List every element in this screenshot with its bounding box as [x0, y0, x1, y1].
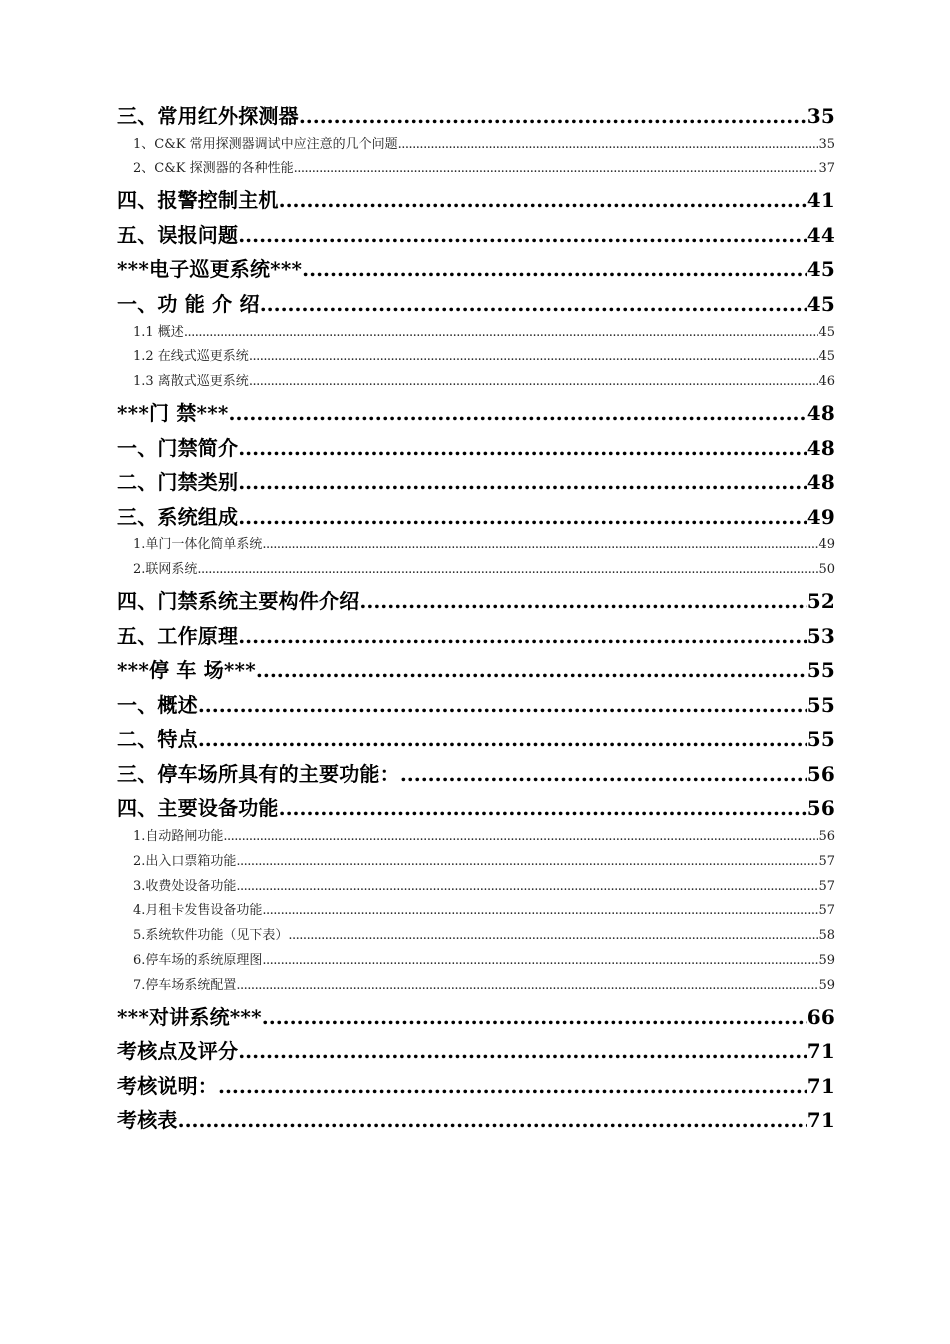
toc-entry-label: 4.月租卡发售设备功能: [133, 903, 263, 919]
toc-entry[interactable]: [117, 618, 835, 653]
toc-entry-label: 三、常用红外探测器: [117, 104, 299, 128]
toc-entry[interactable]: [117, 370, 835, 395]
toc-page-number: 49: [818, 537, 835, 553]
toc-entry-label: ***对讲系统***: [117, 1004, 262, 1029]
toc-page-number: 49: [806, 504, 835, 529]
dot-leader: [197, 558, 818, 583]
dot-leader: [238, 499, 807, 535]
toc-entry-label: 2、C&K 探测器的各种性能: [133, 161, 294, 177]
toc-page-number: 35: [806, 104, 835, 128]
toc-entry[interactable]: [117, 499, 835, 534]
toc-page-number: 44: [806, 222, 835, 247]
toc-entry[interactable]: [117, 974, 835, 999]
toc-entry[interactable]: [117, 875, 835, 900]
dot-leader: [229, 395, 807, 431]
toc-entry[interactable]: [117, 464, 835, 499]
toc-entry[interactable]: [117, 1102, 835, 1137]
toc-entry-label: 二、门禁类别: [117, 470, 239, 495]
dot-leader: [262, 899, 818, 924]
table-of-contents: [117, 98, 835, 1137]
dot-leader: [198, 687, 807, 723]
toc-entry[interactable]: [117, 949, 835, 974]
dot-leader: [262, 999, 807, 1035]
toc-page-number: 41: [806, 188, 835, 213]
dot-leader: [238, 1033, 807, 1069]
toc-entry[interactable]: [117, 321, 835, 346]
toc-entry[interactable]: [117, 850, 835, 875]
dot-leader: [238, 217, 807, 253]
dot-leader: [279, 182, 807, 218]
toc-entry-label: 一、概述: [117, 692, 198, 717]
toc-page-number: 52: [806, 588, 835, 613]
toc-page-number: 45: [806, 291, 835, 316]
toc-entry[interactable]: [117, 721, 835, 756]
toc-entry-label: 1.1 概述: [133, 324, 184, 340]
toc-page-number: 48: [806, 400, 835, 425]
toc-page-number: 66: [806, 1004, 835, 1029]
toc-page-number: 55: [806, 692, 835, 717]
toc-entry[interactable]: [117, 652, 835, 687]
toc-entry-label: 1.3 离散式巡更系统: [133, 374, 249, 390]
dot-leader: [238, 430, 807, 466]
dot-leader: [184, 321, 819, 346]
toc-page-number: 53: [806, 623, 835, 648]
toc-entry-label: 2.出入口票箱功能: [133, 853, 237, 869]
dot-leader: [198, 721, 807, 757]
toc-page-number: 56: [806, 761, 835, 786]
toc-entry-label: 一、功 能 介 绍: [117, 291, 260, 316]
toc-page-number: 71: [806, 1108, 835, 1133]
toc-page-number: 55: [806, 658, 835, 683]
toc-entry[interactable]: [117, 395, 835, 430]
dot-leader: [218, 1068, 807, 1104]
toc-entry[interactable]: [117, 533, 835, 558]
toc-entry[interactable]: [117, 825, 835, 850]
toc-entry-label: 1.自动路闸功能: [133, 829, 224, 845]
dot-leader: [294, 157, 819, 182]
toc-entry-label: 考核点及评分: [117, 1039, 239, 1064]
toc-entry-label: 三、系统组成: [117, 504, 239, 529]
toc-entry-label: 5.系统软件功能（见下表）: [133, 928, 289, 944]
toc-entry-label: 6.停车场的系统原理图: [133, 953, 263, 969]
toc-entry-label: 1、C&K 常用探测器调试中应注意的几个问题: [133, 136, 398, 152]
toc-entry-label: 1.单门一体化简单系统: [133, 537, 263, 553]
dot-leader: [302, 251, 807, 287]
toc-entry-label: 四、门禁系统主要构件介绍: [117, 588, 360, 613]
toc-page-number: 59: [818, 953, 835, 969]
toc-page-number: 37: [818, 161, 835, 177]
toc-page-number: 48: [806, 435, 835, 460]
toc-entry[interactable]: [117, 286, 835, 321]
toc-entry[interactable]: [117, 430, 835, 465]
toc-entry[interactable]: [117, 1033, 835, 1068]
dot-leader: [223, 825, 818, 850]
toc-page-number: 57: [818, 903, 835, 919]
dot-leader: [238, 618, 807, 654]
dot-leader: [236, 850, 818, 875]
dot-leader: [398, 133, 819, 158]
toc-entry-label: 考核说明：: [117, 1073, 218, 1098]
toc-page-number: 48: [806, 470, 835, 495]
toc-entry[interactable]: [117, 687, 835, 722]
toc-entry-label: 五、误报问题: [117, 222, 239, 247]
dot-leader: [262, 533, 818, 558]
toc-entry[interactable]: [117, 217, 835, 252]
toc-page-number: 55: [806, 727, 835, 752]
toc-page-number: 59: [818, 977, 835, 993]
toc-page-number: 71: [806, 1039, 835, 1064]
toc-entry[interactable]: [117, 999, 835, 1034]
toc-entry[interactable]: [117, 251, 835, 286]
dot-leader: [249, 370, 819, 395]
toc-entry-label: 一、门禁简介: [117, 435, 239, 460]
toc-entry[interactable]: [117, 345, 835, 370]
toc-page-number: 57: [818, 853, 835, 869]
dot-leader: [260, 286, 807, 322]
toc-entry-label: 1.2 在线式巡更系统: [133, 349, 249, 365]
toc-page-number: 56: [818, 829, 835, 845]
toc-page-number: 35: [818, 136, 835, 152]
dot-leader: [256, 652, 807, 688]
toc-page-number: 45: [818, 349, 835, 365]
toc-page-number: 56: [806, 796, 835, 821]
toc-entry-label: 3.收费处设备功能: [133, 878, 237, 894]
dot-leader: [288, 924, 818, 949]
toc-page-number: 71: [806, 1073, 835, 1098]
toc-entry-label: 三、停车场所具有的主要功能：: [117, 761, 400, 786]
toc-page-number: 50: [818, 562, 835, 578]
dot-leader: [178, 1102, 807, 1138]
toc-entry[interactable]: [117, 790, 835, 825]
toc-page-number: 45: [818, 324, 835, 340]
toc-entry-label: 四、主要设备功能: [117, 796, 279, 821]
toc-entry[interactable]: [117, 899, 835, 924]
dot-leader: [279, 790, 807, 826]
toc-entry-label: 四、报警控制主机: [117, 188, 279, 213]
toc-page-number: 58: [818, 928, 835, 944]
toc-entry[interactable]: [117, 133, 835, 158]
toc-entry-label: 2.联网系统: [133, 562, 198, 578]
toc-page-number: 45: [806, 257, 835, 282]
toc-entry[interactable]: [117, 583, 835, 618]
toc-entry[interactable]: [117, 756, 835, 791]
toc-entry-label: 考核表: [117, 1108, 178, 1133]
toc-entry[interactable]: [117, 924, 835, 949]
toc-entry[interactable]: [117, 558, 835, 583]
dot-leader: [299, 98, 807, 134]
toc-entry-label: ***电子巡更系统***: [117, 257, 303, 282]
dot-leader: [238, 464, 807, 500]
toc-entry[interactable]: [117, 157, 835, 182]
toc-entry-label: ***停 车 场***: [117, 658, 256, 683]
toc-page-number: 46: [818, 374, 835, 390]
dot-leader: [359, 583, 806, 619]
toc-entry-label: ***门 禁***: [117, 400, 229, 425]
dot-leader: [236, 974, 818, 999]
dot-leader: [249, 345, 819, 370]
toc-entry[interactable]: [117, 98, 835, 133]
toc-page-number: 57: [818, 878, 835, 894]
dot-leader: [400, 756, 807, 792]
toc-entry-label: 五、工作原理: [117, 623, 239, 648]
dot-leader: [262, 949, 818, 974]
toc-entry-label: 7.停车场系统配置: [133, 977, 237, 993]
toc-entry[interactable]: [117, 182, 835, 217]
toc-entry-label: 二、特点: [117, 727, 198, 752]
dot-leader: [236, 875, 818, 900]
toc-entry[interactable]: [117, 1068, 835, 1103]
